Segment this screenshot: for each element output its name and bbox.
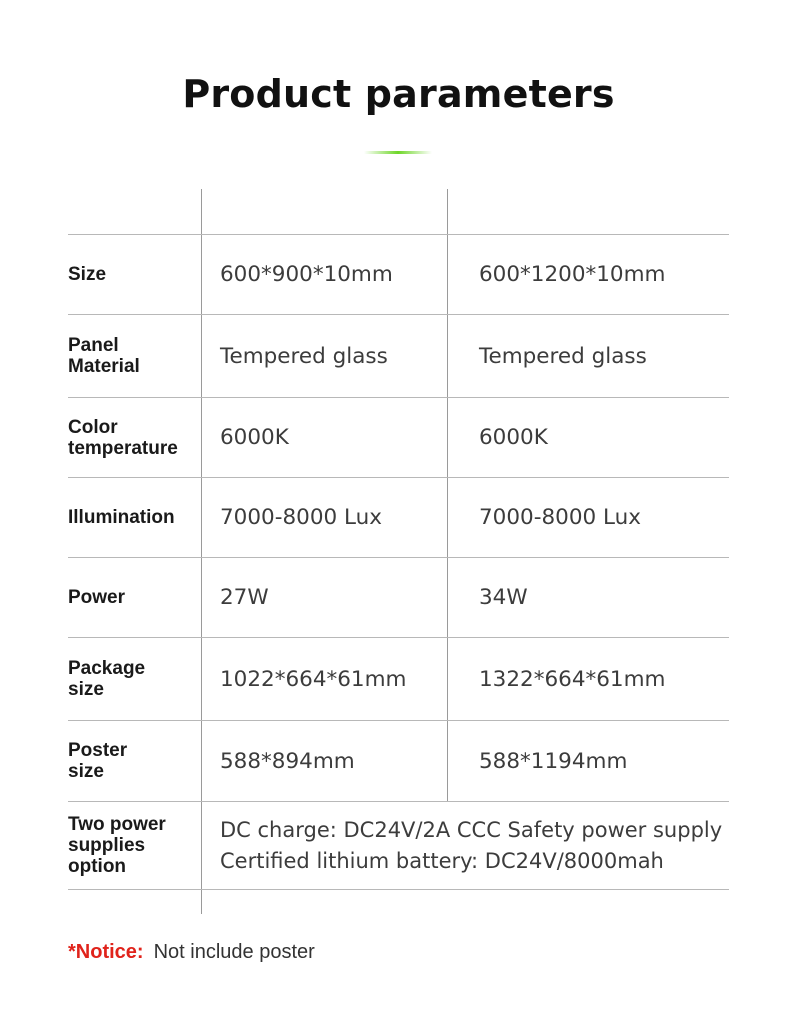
page-title: Product parameters <box>182 72 615 116</box>
row-divider <box>68 889 729 890</box>
row-label: Two power supplies option <box>68 814 166 877</box>
row-value-model-2: Tempered glass <box>479 343 647 369</box>
power-option-line-1: DC charge: DC24V/2A CCC Safety power supply <box>220 817 723 842</box>
row-value-model-1: 588*894mm <box>220 748 355 774</box>
row-value-model-1: 1022*664*61mm <box>220 666 407 692</box>
row-label: Poster size <box>68 740 128 782</box>
row-label: Illumination <box>68 507 175 528</box>
notice-text: Not include poster <box>153 941 315 963</box>
power-option-details <box>220 802 745 889</box>
row-value-model-1: 600*900*10mm <box>220 262 393 287</box>
row-value-model-1: 27W <box>220 585 269 610</box>
row-label: Panel Material <box>68 335 140 377</box>
row-label: Package size <box>68 658 146 700</box>
row-value-model-2: 1322*664*61mm <box>479 666 666 692</box>
title-accent-line <box>364 151 432 154</box>
column-divider-2 <box>447 189 448 801</box>
row-label: Size <box>68 264 107 285</box>
row-label: Color temperature <box>68 416 178 459</box>
column-divider-1 <box>201 189 202 914</box>
power-option-line-2: Certified lithium battery: DC24V/8000mah <box>220 848 664 873</box>
row-value-model-2: 34W <box>479 585 528 610</box>
row-value-model-2: 588*1194mm <box>479 748 628 774</box>
row-value-model-2: 6000K <box>479 425 548 450</box>
notice <box>68 941 315 964</box>
row-value-model-2: 600*1200*10mm <box>479 262 666 287</box>
row-value-model-1: 7000-8000 Lux <box>220 505 382 530</box>
notice-prefix: *Notice: <box>68 941 144 963</box>
row-value-model-2: 7000-8000 Lux <box>479 505 641 530</box>
row-value-model-1: Tempered glass <box>220 343 388 369</box>
row-value-model-1: 6000K <box>220 425 289 450</box>
row-label: Power <box>68 587 126 608</box>
